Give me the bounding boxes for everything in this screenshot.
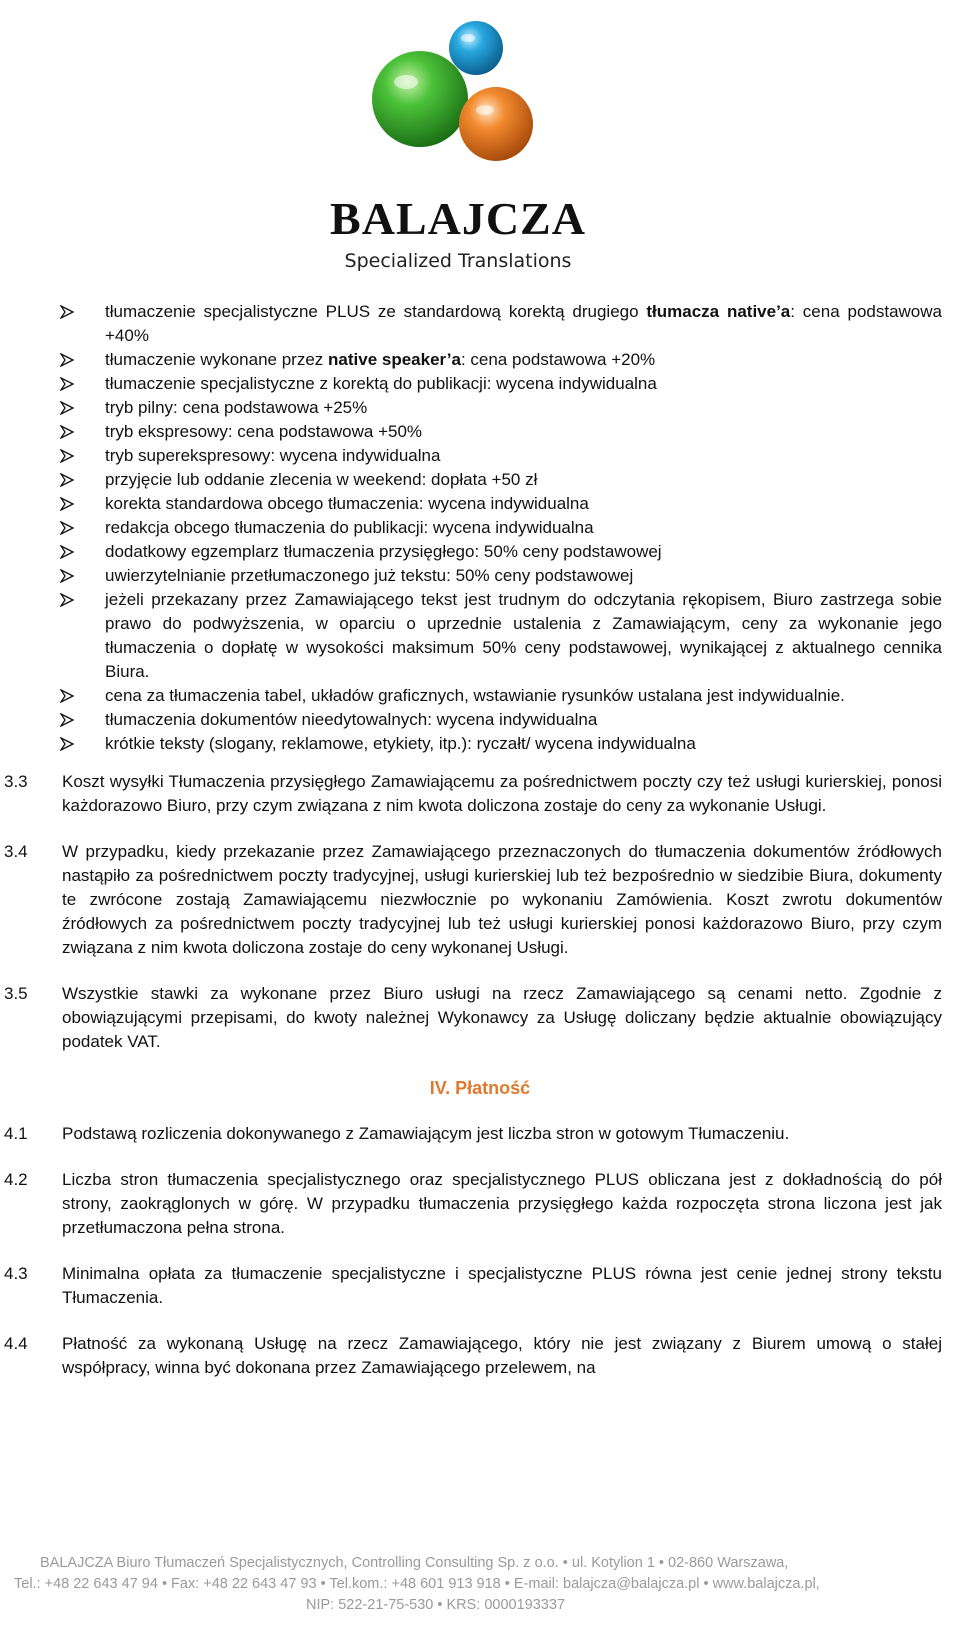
document-body [0, 300, 960, 1380]
arrow-bullet-icon [60, 300, 76, 319]
arrow-bullet-icon [60, 708, 76, 727]
bullet-text: tłumacza native’a [646, 302, 791, 321]
bullet-text: tłumaczenia dokumentów nieedytowalnych: wycena indywidualna [105, 710, 598, 729]
numbered-paragraph [0, 1332, 960, 1380]
paragraph-number: 4.1 [4, 1124, 28, 1143]
arrow-bullet-icon [60, 444, 76, 463]
bullet-item [0, 684, 960, 708]
bullet-text: : cena podstawowa +40% [105, 302, 942, 345]
bullet-text: native speaker’a [328, 350, 461, 369]
bullet-item [0, 420, 960, 444]
logo-name: BALAJCZA [330, 193, 586, 244]
bullet-text: jeżeli przekazany przez Zamawiającego tekst jest trudnym do odczytania rękopisem, Biuro zastrzega sobie prawo do podwyższenia, w oparciu o uprzednie ustalenia z Zamawiającym, ceny za wykonanie jego tłumaczenia o dopłatę w wysokości maksimum 50% ceny podstawowej, wynikającej z aktualnego cennika Biura. [105, 590, 942, 681]
paragraph-number: 4.2 [4, 1170, 28, 1189]
bullet-item [0, 468, 960, 492]
section-title: IV. Płatność [429, 1078, 531, 1098]
arrow-bullet-icon [60, 420, 76, 439]
arrow-bullet-icon [60, 516, 76, 535]
bullet-text: uwierzytelnianie przetłumaczonego już tekstu: 50% ceny podstawowej [105, 566, 634, 585]
bullet-text: korekta standardowa obcego tłumaczenia: wycena indywidualna [105, 494, 589, 513]
numbered-paragraph [0, 1122, 960, 1146]
bullet-text: przyjęcie lub oddanie zlecenia w weekend: dopłata +50 zł [105, 470, 538, 489]
arrow-bullet-icon [60, 348, 76, 367]
bullet-text: tryb pilny: cena podstawowa +25% [105, 398, 368, 417]
bullet-text: krótkie teksty (slogany, reklamowe, etykiety, itp.): ryczałt/ wycena indywidualna [105, 734, 696, 753]
green-sphere-icon [372, 51, 468, 147]
arrow-bullet-icon [60, 468, 76, 487]
arrow-bullet-icon [60, 732, 76, 751]
numbered-paragraph [0, 982, 960, 1054]
paragraph-text: Liczba stron tłumaczenia specjalistycznego oraz specjalistycznego PLUS obliczana jest z dokładnością do pół strony, zaokrąglonych w górę. W przypadku tłumaczenia przysięgłego każda rozpoczęta strona liczona jest jak przetłumaczona pełna strona. [62, 1170, 942, 1237]
footer-address: BALAJCZA Biuro Tłumaczeń Specjalistycznych, Controlling Consulting Sp. z o.o. • ul. Kotylion 1 • 02-860 Warszawa, [40, 1555, 789, 1571]
section-3-paragraphs [0, 770, 960, 1054]
bullet-text: tłumaczenie specjalistyczne PLUS ze standardową korektą drugiego [105, 302, 647, 321]
blue-sphere-icon [449, 21, 503, 75]
arrow-bullet-icon [60, 396, 76, 415]
footer-contacts: Tel.: +48 22 643 47 94 • Fax: +48 22 643 47 93 • Tel.kom.: +48 601 913 918 • E-mail: balajcza@balajcza.pl • www.balajcza.pl, [14, 1576, 820, 1592]
company-logo [318, 0, 608, 280]
bullet-item [0, 732, 960, 756]
orange-sphere-icon [459, 87, 533, 161]
bullet-item [0, 516, 960, 540]
bullet-text: cena za tłumaczenia tabel, układów graficznych, wstawianie rysunków ustalana jest indywidualnie. [105, 686, 845, 705]
arrow-bullet-icon [60, 540, 76, 559]
arrow-bullet-icon [60, 684, 76, 703]
section-4-paragraphs [0, 1122, 960, 1380]
bullet-item [0, 564, 960, 588]
numbered-paragraph [0, 840, 960, 960]
bullet-item [0, 300, 960, 348]
footer-registration: NIP: 522-21-75-530 • KRS: 0000193337 [306, 1597, 566, 1613]
pricing-bullet-list [0, 300, 960, 756]
bullet-text: tłumaczenie specjalistyczne z korektą do publikacji: wycena indywidualna [105, 374, 657, 393]
arrow-bullet-icon [60, 372, 76, 391]
bullet-item [0, 588, 960, 684]
bullet-text: dodatkowy egzemplarz tłumaczenia przysięgłego: 50% ceny podstawowej [105, 542, 662, 561]
numbered-paragraph [0, 1168, 960, 1240]
logo-tagline: Specialized Translations [344, 250, 572, 272]
bullet-text: tryb ekspresowy: cena podstawowa +50% [105, 422, 423, 441]
numbered-paragraph [0, 770, 960, 818]
bullet-text: : cena podstawowa +20% [460, 350, 656, 369]
paragraph-text: Podstawą rozliczenia dokonywanego z Zamawiającym jest liczba stron w gotowym Tłumaczeniu. [62, 1124, 790, 1143]
paragraph-text: W przypadku, kiedy przekazanie przez Zamawiającego przeznaczonych do tłumaczenia dokumentów źródłowych nastąpiło za pośrednictwem poczty tradycyjnej, usługi kurierskiej lub też bezpośrednio w siedzibie Biura, dokumenty te zwrócone zostają Zamawiającemu niezwłocznie po wykonaniu Zamówienia. Koszt zwrotu dokumentów źródłowych za pośrednictwem poczty tradycyjnej lub też usługi kurierskiej ponosi każdorazowo Biuro, przy czym związana z nim kwota doliczona zostaje do ceny wykonanej Usługi. [62, 842, 942, 957]
bullet-text: tryb superekspresowy: wycena indywidualna [105, 446, 441, 465]
arrow-bullet-icon [60, 588, 76, 607]
paragraph-number: 3.5 [4, 984, 28, 1003]
paragraph-text: Płatność za wykonaną Usługę na rzecz Zamawiającego, który nie jest związany z Biurem umową o stałej współpracy, winna być dokonana przez Zamawiającego przelewem, na [62, 1334, 942, 1377]
bullet-item [0, 396, 960, 420]
bullet-item [0, 708, 960, 732]
bullet-text: redakcja obcego tłumaczenia do publikacji: wycena indywidualna [105, 518, 594, 537]
paragraph-number: 4.3 [4, 1264, 28, 1283]
bullet-item [0, 348, 960, 372]
bullet-item [0, 444, 960, 468]
arrow-bullet-icon [60, 564, 76, 583]
paragraph-number: 4.4 [4, 1334, 28, 1353]
paragraph-number: 3.3 [4, 772, 28, 791]
paragraph-text: Koszt wysyłki Tłumaczenia przysięgłego Zamawiającemu za pośrednictwem poczty czy też usługi kurierskiej, ponosi każdorazowo Biuro, przy czym związana z nim kwota doliczona zostaje do ceny za wykonanie Usługi. [62, 772, 942, 815]
paragraph-text: Wszystkie stawki za wykonane przez Biuro usługi na rzecz Zamawiającego są cenami netto. Zgodnie z obowiązującymi przepisami, do kwoty należnej Wykonawcy za Usługę doliczany będzie aktualnie obowiązujący podatek VAT. [62, 984, 942, 1051]
arrow-bullet-icon [60, 492, 76, 511]
paragraph-number: 3.4 [4, 842, 28, 861]
bullet-item [0, 372, 960, 396]
logo-spheres-icon [318, 0, 598, 190]
bullet-item [0, 540, 960, 564]
numbered-paragraph [0, 1262, 960, 1310]
bullet-item [0, 492, 960, 516]
bullet-text: tłumaczenie wykonane przez [105, 350, 329, 369]
page-footer [0, 1553, 960, 1616]
paragraph-text: Minimalna opłata za tłumaczenie specjalistyczne i specjalistyczne PLUS równa jest cenie jednej strony tekstu Tłumaczenia. [62, 1264, 942, 1307]
